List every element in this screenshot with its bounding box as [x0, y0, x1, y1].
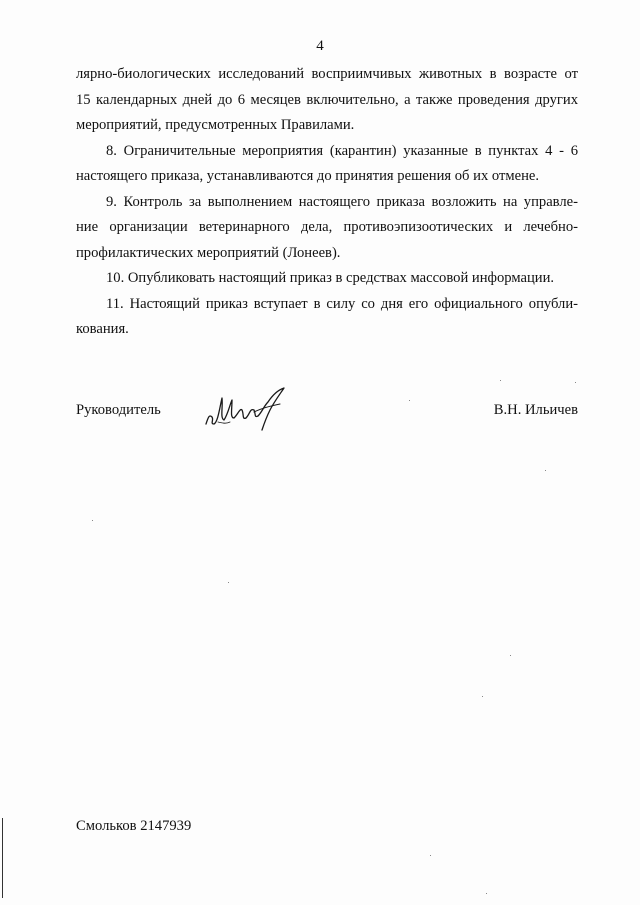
scan-speck: [92, 520, 93, 521]
scan-speck: [228, 582, 229, 583]
paragraph-item-11: [76, 292, 578, 343]
handwritten-signature: [200, 384, 292, 434]
scan-speck: [409, 400, 410, 401]
scan-speck: [545, 470, 546, 471]
text-line: 11. Настоящий приказ вступает в силу со дня его официального опубли-: [106, 295, 578, 312]
paragraph-continuation: [76, 62, 578, 139]
document-body: [76, 62, 578, 343]
text-line: профилактических мероприятий (Лонеев).: [76, 244, 341, 261]
text-line: 8. Ограничительные мероприятия (карантин) указанные в пунктах 4 - 6: [106, 142, 578, 159]
text-line: ние организации ветеринарного дела, противоэпизоотических и лечебно-: [76, 219, 578, 235]
scan-speck: [486, 893, 487, 894]
scan-speck: [482, 696, 483, 697]
paragraph-item-8: [76, 139, 578, 190]
signature-block: [76, 396, 578, 436]
scan-edge-line: [2, 818, 3, 898]
scan-speck: [500, 380, 501, 381]
text-line: кования.: [76, 321, 129, 337]
text-line: лярно-биологических исследований восприимчивых животных в возрасте от: [76, 66, 578, 82]
signatory-name: В.Н. Ильичев: [493, 402, 578, 418]
page-number: 4: [316, 38, 324, 54]
text-line: 9. Контроль за выполнением настоящего приказа возложить на управле-: [106, 193, 578, 210]
scan-speck: [575, 382, 576, 383]
text-line: 15 календарных дней до 6 месяцев включительно, а также проведения других: [76, 91, 578, 108]
text-line: настоящего приказа, устанавливаются до принятия решения об их отмене.: [76, 168, 540, 184]
scan-speck: [510, 655, 511, 656]
executor-note: Смольков 2147939: [76, 818, 192, 834]
paragraph-item-10: [76, 266, 578, 292]
text-line: мероприятий, предусмотренных Правилами.: [76, 117, 355, 133]
text-line: 10. Опубликовать настоящий приказ в средствах массовой информации.: [106, 270, 555, 286]
scan-speck: [430, 855, 431, 856]
signatory-title: Руководитель: [76, 402, 161, 418]
paragraph-item-9: [76, 190, 578, 267]
